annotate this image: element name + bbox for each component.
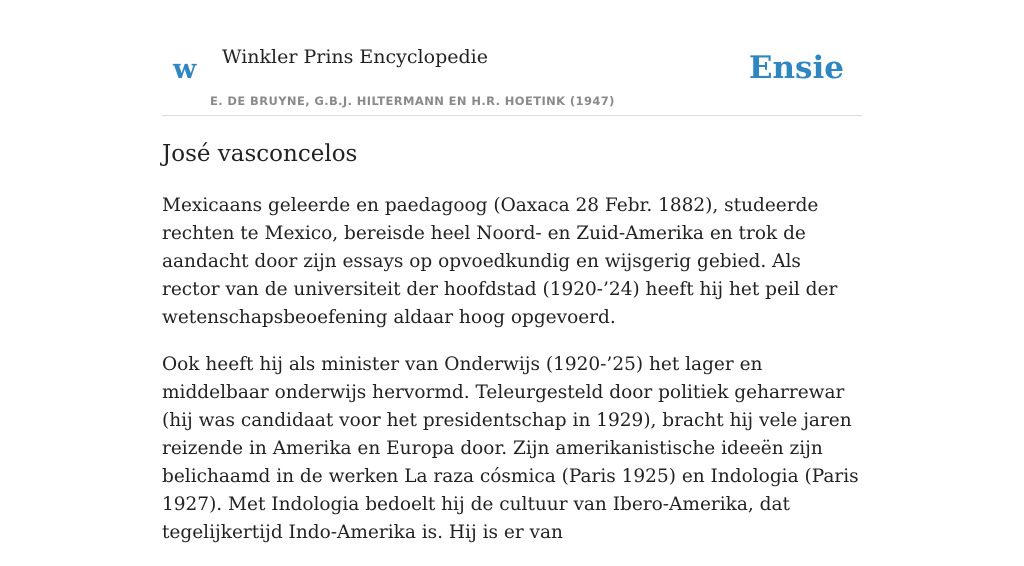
source-authors: E. DE BRUYNE, G.B.J. HILTERMANN EN H.R. HOETINK (1947) (210, 94, 615, 108)
source-title[interactable]: Winkler Prins Encyclopedie (222, 46, 488, 68)
article-paragraph: Mexicaans geleerde en paedagoog (Oaxaca 28 Febr. 1882), studeerde rechten te Mexico, bereisde heel Noord- en Zuid-Amerika en trok de aandacht door zijn essays op opvoedkundig en wijsgerig gebied. Als rector van de universiteit der hoofdstad (1920-’24) heeft hij het peil der wetenschapsbeoefening aldaar hoog opgevoerd. (162, 195, 838, 328)
article-paragraph: Ook heeft hij als minister van Onderwijs (1920-’25) het lager en middelbaar onderwijs hervormd. Teleurgesteld door politiek geharrewar (hij was candidaat voor het presidentschap in 1929), bracht hij vele jaren reizende in Amerika en Europa door. Zijn amerikanistische ideeën zijn belichaamd in de werken La raza cósmica (Paris 1925) en Indologia (Paris 1927). Met Indologia bedoelt hij de cultuur van Ibero-Amerika, dat tegelijkertijd Indo-Amerika is. Hij is er van (162, 354, 859, 543)
ensie-logo-link[interactable]: Ensie (748, 50, 844, 86)
article (162, 138, 862, 566)
source-logo-icon: w (173, 54, 197, 85)
source-header (162, 40, 862, 116)
article-title: José vasconcelos (162, 141, 358, 167)
